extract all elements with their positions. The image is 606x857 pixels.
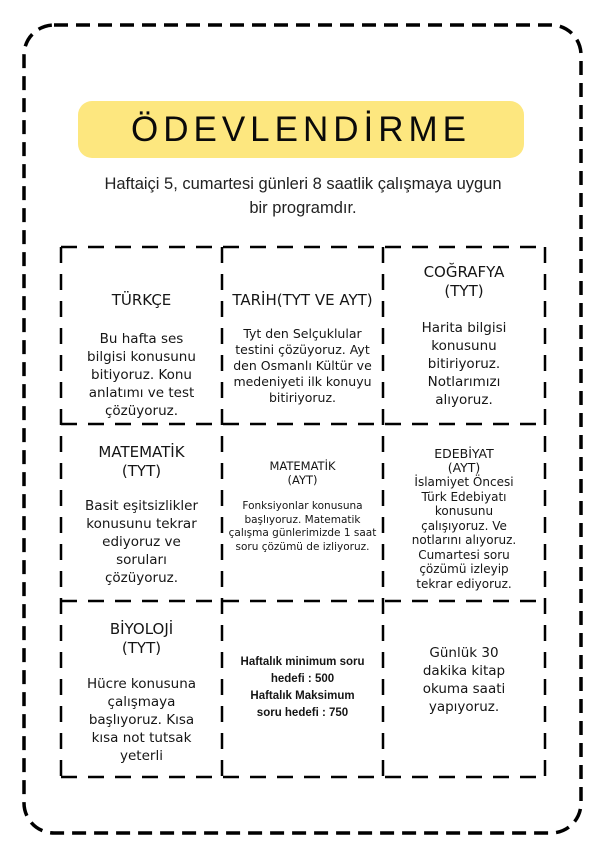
body-line: alıyoruz. xyxy=(435,392,493,408)
cell-title: BİYOLOJİ xyxy=(109,620,174,638)
cell-body xyxy=(423,644,506,716)
cell-cografya xyxy=(383,263,545,409)
body-line: soru çözümü de izliyoruz. xyxy=(235,540,370,553)
body-line: notlarını alıyoruz. xyxy=(411,533,517,547)
body-line: İslamiyet Öncesi xyxy=(414,475,514,489)
body-line: konusunu xyxy=(431,338,497,354)
body-line: Cumartesi soru xyxy=(418,547,510,562)
body-line: çalışmaya xyxy=(107,694,176,710)
schedule-grid xyxy=(61,247,545,777)
cell-title: TÜRKÇE xyxy=(111,291,172,309)
body-line: bitiriyoruz. xyxy=(268,390,337,405)
body-line: Haftalık Maksimum xyxy=(250,690,355,702)
subtitle-line: Haftaiçi 5, cumartesi günleri 8 saatlik çalışmaya uygun xyxy=(104,175,502,193)
cell-body xyxy=(85,497,198,587)
cell-title: (AYT) xyxy=(447,460,481,475)
cell-body xyxy=(412,475,516,591)
cell-title: MATEMATİK xyxy=(98,443,185,461)
cell-soru-hedefi xyxy=(222,654,383,722)
cell-kitap-okuma xyxy=(383,644,545,716)
body-line: Notlarımızı xyxy=(427,374,501,390)
title-banner xyxy=(78,101,524,158)
body-line: çalışma günlerimizde 1 saat xyxy=(228,527,377,539)
body-line: yapıyoruz. xyxy=(428,699,500,715)
body-line: ediyoruz ve xyxy=(102,534,181,550)
body-line: soruları xyxy=(116,552,167,568)
body-line: tekrar ediyoruz. xyxy=(416,576,512,591)
cell-title: MATEMATİK xyxy=(269,459,336,473)
body-line: yeterli xyxy=(120,748,163,764)
body-line: çözüyoruz. xyxy=(104,570,179,586)
cell-title: EDEBİYAT xyxy=(434,446,494,461)
cell-body xyxy=(87,330,196,420)
cell-biyoloji xyxy=(61,620,222,765)
body-line: çözümü izleyip xyxy=(419,562,509,576)
cell-title: (TYT) xyxy=(121,639,162,657)
body-line: Haftalık minimum soru xyxy=(240,656,365,668)
cell-body xyxy=(87,675,196,765)
body-line: çalışıyoruz. Ve xyxy=(421,518,507,533)
cell-title: (AYT) xyxy=(287,473,318,487)
body-line: anlatımı ve test xyxy=(88,385,195,401)
body-line: okuma saati xyxy=(422,681,506,697)
body-line: konusunu xyxy=(434,504,494,518)
page-title: ÖDEVLENDİRME xyxy=(130,110,472,149)
body-line: Hücre konusuna xyxy=(86,676,197,692)
cell-matematik-tyt xyxy=(61,443,222,587)
body-line: soru hedefi : 750 xyxy=(256,707,349,719)
body-line: bitiriyoruz. xyxy=(427,356,501,372)
cell-title: (TYT) xyxy=(121,462,162,480)
cell-title: COĞRAFYA xyxy=(423,263,505,281)
body-line: bitiyoruz. Konu xyxy=(91,367,192,383)
body-line: Tyt den Selçuklular xyxy=(243,326,362,341)
body-line: Türk Edebiyatı xyxy=(421,489,507,504)
body-line: medeniyeti ilk konuyu xyxy=(233,374,372,389)
body-line: dakika kitap xyxy=(422,663,506,679)
body-line: Günlük 30 xyxy=(429,645,499,661)
body-line: hedefi : 500 xyxy=(270,673,335,685)
cell-edebiyat xyxy=(383,447,545,591)
body-line: bilgisi konusunu xyxy=(87,349,196,365)
subtitle-line: bir programdır. xyxy=(249,199,357,217)
cell-body xyxy=(241,654,365,722)
body-line: Bu hafta ses xyxy=(99,331,184,347)
cell-title: TARİH(TYT VE AYT) xyxy=(232,291,373,309)
page-subtitle xyxy=(70,172,536,220)
body-line: Harita bilgisi xyxy=(421,320,507,336)
body-line: den Osmanlı Kültür ve xyxy=(233,358,372,373)
cell-tarih xyxy=(222,291,383,406)
body-line: Basit eşitsizlikler xyxy=(84,498,199,514)
cell-body xyxy=(422,319,507,409)
body-line: konusunu tekrar xyxy=(86,516,197,532)
cell-matematik-ayt xyxy=(222,459,383,554)
body-line: kısa not tutsak xyxy=(91,730,192,746)
body-line: çözüyoruz. xyxy=(104,403,179,419)
cell-body xyxy=(233,326,372,406)
cell-title: (TYT) xyxy=(444,282,484,300)
cell-turkce xyxy=(61,291,222,420)
cell-body xyxy=(229,500,377,554)
body-line: başlıyoruz. Kısa xyxy=(88,712,195,728)
body-line: Fonksiyonlar konusuna xyxy=(242,500,363,512)
body-line: testini çözüyoruz. Ayt xyxy=(235,342,370,357)
body-line: başlıyoruz. Matematik xyxy=(244,513,361,526)
